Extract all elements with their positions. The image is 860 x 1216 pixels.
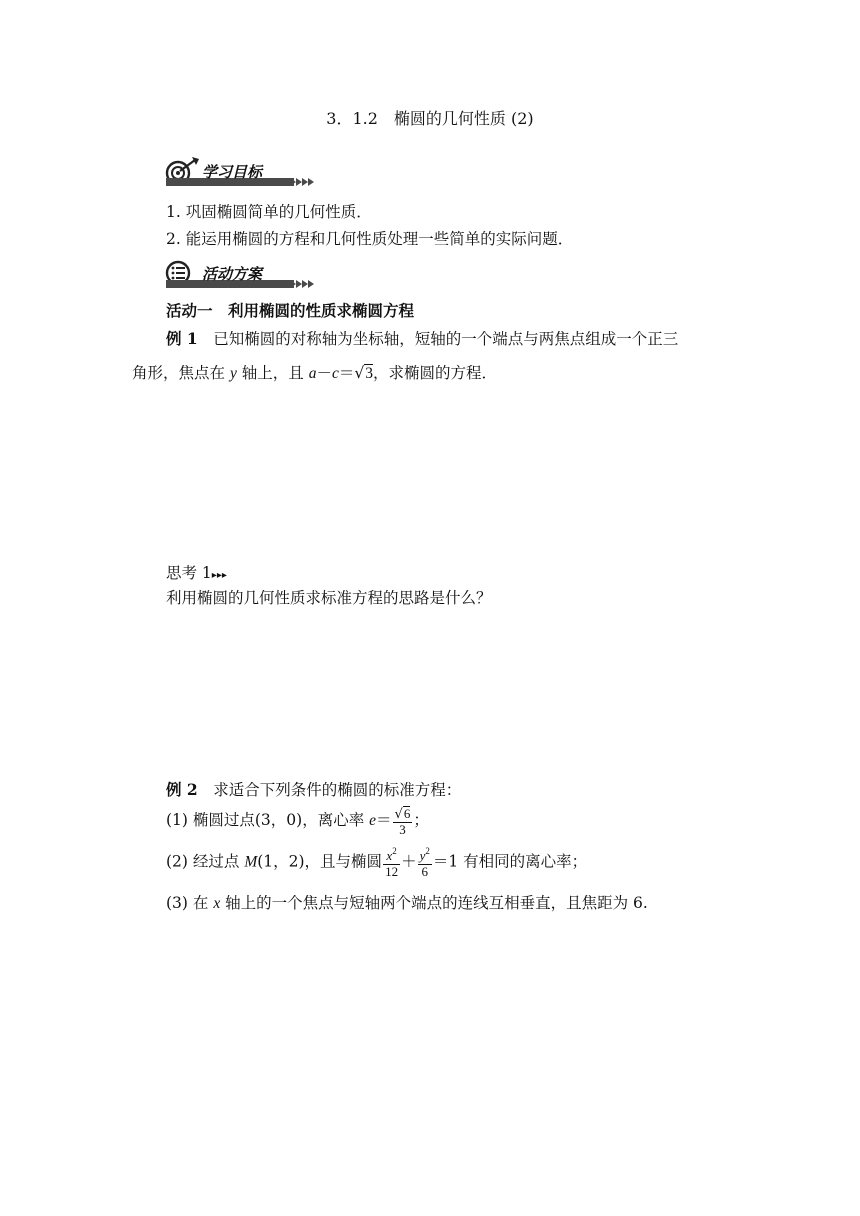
equals-sign: ＝ bbox=[376, 811, 392, 830]
example1-text1: 已知椭圆的对称轴为坐标轴，短轴的一个端点与两焦点组成一个正三 bbox=[197, 330, 679, 348]
item1-text: (1) 椭圆过点(3，0)，离心率 bbox=[166, 811, 370, 830]
var-c: c bbox=[331, 365, 339, 382]
sqrt-value: 6 bbox=[403, 806, 411, 821]
think1-label: 思考 1 bbox=[166, 564, 212, 582]
item3-text: (3) 在 bbox=[166, 894, 214, 912]
fraction-denominator: 6 bbox=[421, 863, 428, 879]
item1-suffix: ； bbox=[413, 811, 429, 830]
example2-intro: 求适合下列条件的椭圆的标准方程： bbox=[197, 781, 462, 799]
example1-line2 bbox=[132, 361, 497, 383]
example2-item1 bbox=[166, 806, 429, 836]
sqrt-value: 3 bbox=[365, 365, 373, 382]
think1-question: 利用椭圆的几何性质求标准方程的思路是什么？ bbox=[166, 589, 492, 607]
example1-text2c: ，求椭圆的方程． bbox=[373, 364, 498, 382]
sqrt-symbol: √ bbox=[354, 364, 365, 382]
triangle-arrows-icon: ▸▸▸ bbox=[211, 570, 227, 581]
item3-suffix: 轴上的一个焦点与短轴两个端点的连线互相垂直，且焦距为 6. bbox=[220, 894, 648, 912]
fraction-numerator: $x^2$ bbox=[383, 847, 400, 865]
example2-item2 bbox=[166, 847, 587, 878]
item2-suffix: ＝1 有相同的离心率； bbox=[432, 852, 588, 871]
target-icon bbox=[162, 156, 322, 190]
var-y: y bbox=[229, 365, 237, 382]
ellipse-frac-y bbox=[418, 847, 432, 878]
fraction-numerator: √6 bbox=[394, 806, 411, 822]
example2-item3 bbox=[166, 891, 648, 913]
example2-label: 例 2 bbox=[166, 780, 198, 799]
example1-text2a: 角形，焦点在 bbox=[132, 364, 230, 382]
activity-banner-label: 活动方案 bbox=[202, 265, 263, 283]
goal-item-1: 1. 巩固椭圆简单的几何性质． bbox=[166, 203, 372, 221]
var-x: x bbox=[213, 895, 221, 912]
fraction-denominator: 12 bbox=[385, 863, 399, 879]
example1-text2b: 轴上，且 bbox=[236, 364, 309, 382]
list-icon bbox=[162, 258, 322, 292]
var-a: a bbox=[308, 365, 317, 382]
example1-line1 bbox=[166, 327, 678, 349]
plus-sign: ＋ bbox=[401, 852, 417, 871]
activity-banner bbox=[162, 258, 322, 286]
item2-coords: (1，2)，且与椭圆 bbox=[257, 852, 383, 871]
item2-text: (2) 经过点 bbox=[166, 852, 245, 871]
var-M: M bbox=[244, 853, 258, 871]
activity1-heading: 活动一 利用椭圆的性质求椭圆方程 bbox=[166, 301, 415, 320]
think1-heading bbox=[166, 561, 227, 583]
equals-sign: ＝ bbox=[338, 364, 355, 382]
fraction-numerator: $y^2$ bbox=[419, 846, 430, 863]
var-e: e bbox=[369, 812, 377, 830]
example2-heading bbox=[166, 778, 461, 800]
goal-item-2: 2. 能运用椭圆的方程和几何性质处理一些简单的实际问题． bbox=[166, 230, 574, 248]
eccentricity-fraction bbox=[393, 806, 413, 836]
fraction-denominator: 3 bbox=[399, 821, 406, 837]
goals-banner-label: 学习目标 bbox=[202, 163, 263, 181]
minus-sign: － bbox=[316, 364, 332, 382]
goals-banner bbox=[162, 156, 322, 184]
example1-label: 例 1 bbox=[166, 329, 198, 348]
ellipse-frac-x bbox=[383, 847, 400, 878]
page-title: 3．1.2 椭圆的几何性质 (2) bbox=[326, 109, 534, 128]
